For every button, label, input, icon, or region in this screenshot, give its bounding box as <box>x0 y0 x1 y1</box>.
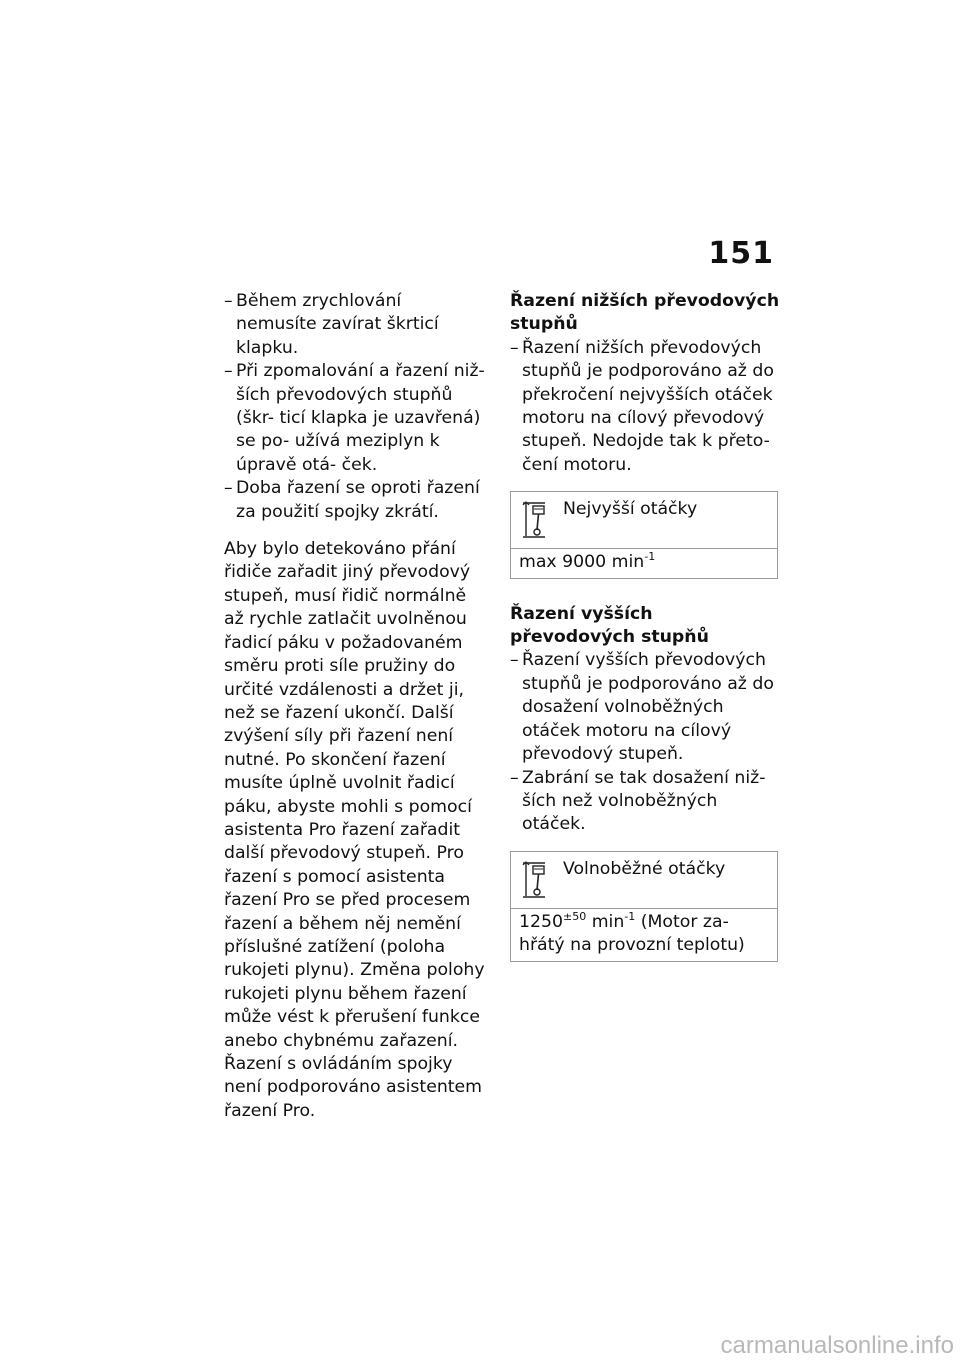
left-bullet-list <box>224 290 486 524</box>
upshift-bullet-list <box>510 649 780 836</box>
right-column <box>510 290 780 962</box>
list-item: – Řazení nižších převodových stupňů je podporováno až do překročení nejvyšších otáček motoru na cílový převodový stupeň. Nedojde tak k přeto- čení motoru. <box>510 337 780 477</box>
max-rpm-spec-box <box>510 491 778 578</box>
list-item: – Řazení vyšších převodových stupňů je podporováno až do dosažení volnoběžných otáček motoru na cílový převodový stupeň. <box>510 649 780 766</box>
engine-piston-icon <box>521 496 555 548</box>
left-column <box>224 290 486 1123</box>
list-item: – Při zpomalování a řazení niž- ších převodových stupňů (škr- ticí klapka je uzavřená) se po- užívá meziplyn k úpravě otá- ček. <box>224 360 486 477</box>
idle-rpm-spec-box <box>510 851 778 962</box>
list-item: – Během zrychlování nemusíte zavírat škrticí klapku. <box>224 290 486 360</box>
body-paragraph: Aby bylo detekováno přání řidiče zařadit jiný převodový stupeň, musí řidič normálně až rychle zatlačit uvolněnou řadicí páku v požadovaném směru proti síle pružiny do určité vzdálenosti a držet ji, než se řazení ukončí. Další zvýšení síly při řazení není nutné. Po skončení řazení musíte úplně uvolnit řadicí páku, abyste mohli s pomocí asistenta Pro řazení zařadit další převodový stupeň. Pro řazení s pomocí asistenta řazení Pro se před procesem řazení a během něj nemění příslušné zatížení (poloha rukojeti plynu). Změna polohy rukojeti plynu během řazení může vést k přerušení funkce anebo chybnému zařazení. Řazení s ovládáním spojky není podporováno asistentem řazení Pro. <box>224 539 485 1121</box>
spec-value: $1250^{\pm 50}$ $\min^{-1}$ (Motor za- hřátý na provozní teplotu) <box>511 908 777 961</box>
list-item: – Zabrání se tak dosažení niž- ších než volnoběžných otáček. <box>510 767 780 837</box>
list-item: – Doba řazení se oproti řazení za použití spojky zkrátí. <box>224 477 486 524</box>
downshift-bullet-list <box>510 337 780 477</box>
engine-piston-icon <box>521 856 555 908</box>
spec-value: max 9000 $\min^{-1}$ <box>511 548 777 577</box>
page-number: 151 <box>708 236 774 271</box>
watermark: carmanualsonline.info <box>720 1332 954 1359</box>
spec-title: Nejvyšší otáčky <box>563 499 698 520</box>
spec-title: Volnoběžné otáčky <box>563 858 726 879</box>
section-heading-upshift: Řazení vyšších převodových stupňů <box>510 603 709 648</box>
section-heading-downshift: Řazení nižších převodových stupňů <box>510 291 780 335</box>
